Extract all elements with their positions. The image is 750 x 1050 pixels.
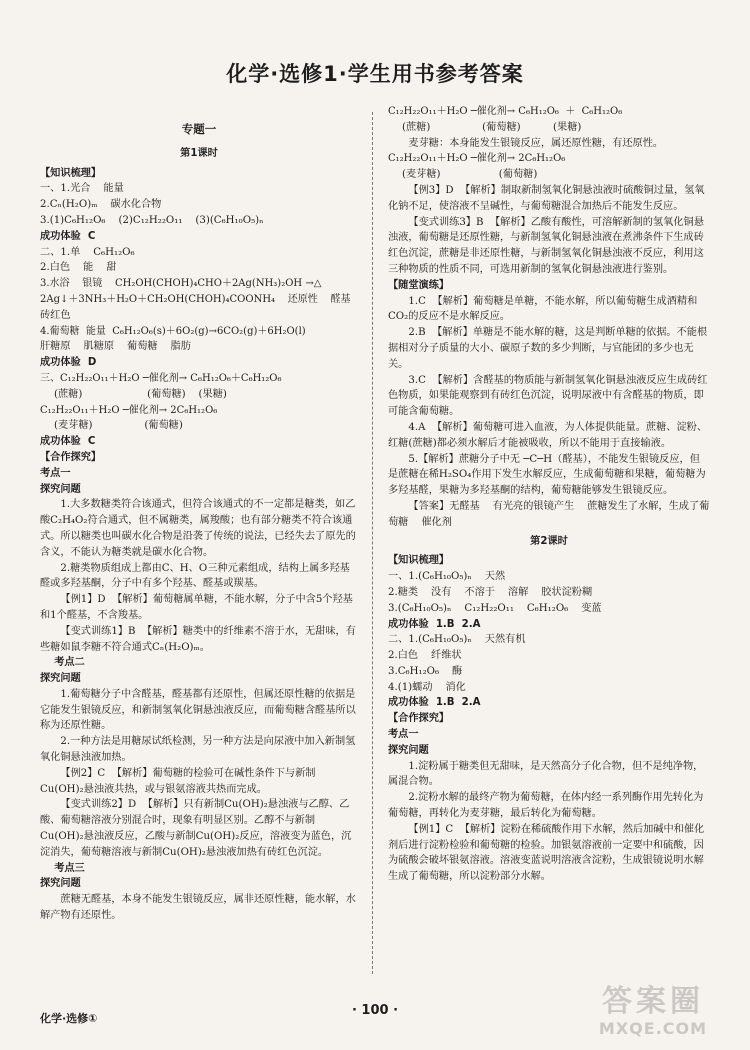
right-paragraph: 4.A 【解析】葡萄糖可进入血液，为人体提供能量。蔗糖、淀粉、红糖(蔗糖)都必须水解后才能被吸收，所以不能用于直接输液。 [388,421,708,449]
right-paragraph: 【例1】C 【解析】淀粉在稀硫酸作用下水解，然后加碱中和催化剂后进行淀粉检验和葡萄糖的检验。加银氨溶液前一定要中和硫酸，因为硫酸会破坏银氨溶液。溶液变蓝说明溶液含淀粉，生成银镜说明水解生成了葡萄糖，所以淀粉部分水解。 [388,823,705,883]
left-paragraph: 成功体验 D [40,357,97,369]
left-paragraph: 【合作探究】 [40,451,102,463]
right-paragraph: 2.B 【解析】单糖是不能水解的糖，这是判断单糖的依据。不能根据相对分子质量的大小、碳原子数的多少判断，与官能团的多少也无关。 [388,327,708,370]
right-paragraph: 3.C 【解析】含醛基的物质能与新制氢氧化铜悬浊液反应生成砖红色物质，如果能观察到有砖红色沉淀，说明尿液中有含醛基的物质，即可能含葡萄糖。 [388,374,708,418]
left-paragraph: 探究问题 [40,673,81,685]
left-paragraph: 成功体验 C [40,230,96,242]
right-paragraph: 【知识梳理】 [388,555,450,567]
left-paragraph: 探究问题 [40,483,81,495]
right-paragraph: 【合作探究】 [388,713,450,725]
left-paragraph: 2.一种方法是用糖尿试纸检测，另一种方法是向尿液中加入新制氢氧化铜悬浊液加热。 [40,736,356,764]
right-paragraph: 4.(1)蠕动 消化 [388,681,466,693]
watermark-text: 答案圈 [602,984,704,1019]
right-paragraph: 成功体验 1.B 2.A [388,618,481,630]
left-paragraph: 3.(1)C₆H₁₂O₆ (2)C₁₂H₂₂O₁₁ (3)(C₆H₁₀O₅)ₙ [40,214,264,226]
right-column [388,104,710,974]
right-paragraph: 3.(C₆H₁₀O₅)ₙ C₁₂H₂₂O₁₁ C₆H₁₂O₆ 变蓝 [388,602,602,614]
right-paragraph: 【例3】D 【解析】制取新制氢氧化铜悬浊液时硫酸铜过量，氢氧化钠不足，使溶液不呈碱性，与葡萄糖混合加热后不能发生反应。 [388,184,705,212]
footer-subject: 化学·选修① [40,1012,98,1025]
left-paragraph: 蔗糖无醛基，本身不能发生银镜反应，属非还原性糖，能水解，水解产物有还原性。 [40,894,356,922]
left-paragraph: 1.葡萄糖分子中含醛基，醛基都有还原性，但属还原性糖的依据是它能发生银镜反应，和新制氢氧化铜悬浊液反应，而葡萄糖含醛基所以称为还原性糖。 [40,688,356,732]
left-column [40,118,358,973]
watermark-logo [578,985,728,1045]
left-paragraph: 2Ag↓＋3NH₃＋H₂O＋CH₂OH(CHOH)₄COONH₄ 还原性 醛基 [40,293,351,305]
right-paragraph: 第2课时 [530,535,568,547]
left-paragraph: 考点二 [40,657,85,669]
right-paragraph: 二、1.(C₆H₁₀O₅)ₙ 天然有机 [388,634,526,646]
left-paragraph: 【变式训练2】D 【解析】只有新制Cu(OH)₂悬浊液与乙醇、乙酸、葡萄糖溶液分别混合时，现象有明显区别。乙醇不与新制Cu(OH)₂悬浊液反应，乙酸与新制Cu(OH)₂反应，溶液变为蓝色，沉淀消失，葡萄糖溶液与新制Cu(OH)₂悬浊液加热有砖红色沉淀。 [40,799,352,858]
left-paragraph: 考点三 [40,862,85,874]
left-paragraph: 4.葡萄糖 能量 C₆H₁₂O₆(s)＋6O₂(g)→6CO₂(g)＋6H₂O(l) [40,325,306,337]
right-paragraph: 1.淀粉属于糖类但无甜味，是天然高分子化合物，但不是纯净物，属混合物。 [388,760,704,788]
right-paragraph: C₁₂H₂₂O₁₁＋H₂O ─催化剂→ 2C₆H₁₂O₆ [388,153,566,165]
left-paragraph: 砖红色 [40,309,71,321]
right-paragraph: 【变式训练3】B 【解析】乙酸有酸性，可溶解新制的氢氧化铜悬浊液，葡萄糖是还原性糖，与新制氢氧化铜悬浊液在煮沸条件下生成砖红色沉淀，蔗糖是非还原性糖，与新制氢氧化铜悬浊液不反应，利用这三种物质的性质不同，可选用新制的氢氧化铜悬浊液进行鉴别。 [388,216,704,275]
left-paragraph: 【例2】C 【解析】葡萄糖的检验可在碱性条件下与新制Cu(OH)₂悬浊液共热，或与银氨溶液共热而完成。 [40,767,316,795]
left-paragraph: 二、1.单 C₆H₁₂O₆ [40,246,135,258]
right-paragraph: 3.C₆H₁₂O₆ 酶 [388,665,463,677]
watermark-url: MXQE.COM [598,1019,708,1038]
page-number: · 100 · [351,1003,399,1018]
left-paragraph: 2.白色 能 甜 [40,262,117,274]
left-paragraph: 2.糖类物质组成上都由C、H、O三种元素组成，结构上属多羟基醛或多羟基酮，分子中有多个羟基、醛基或羰基。 [40,562,350,590]
left-paragraph: 探究问题 [40,878,81,890]
left-paragraph: 【知识梳理】 [40,167,102,179]
right-paragraph: 成功体验 1.B 2.A [388,697,481,709]
left-paragraph: 成功体验 C [40,436,96,448]
left-paragraph: 三、C₁₂H₂₂O₁₁＋H₂O ─催化剂→ C₆H₁₂O₆＋C₆H₁₂O₆ [40,372,282,384]
right-paragraph: C₁₂H₂₂O₁₁＋H₂O ─催化剂→ C₆H₁₂O₆ ＋ C₆H₁₂O₆ [388,106,623,117]
left-paragraph: 3.水浴 银镜 CH₂OH(CHOH)₄CHO＋2Ag(NH₃)₂OH →△ [40,278,322,290]
left-paragraph: 【例1】D 【解析】葡萄糖属单糖，不能水解，分子中含5个羟基和1个醛基，不含羧基。 [40,594,353,621]
left-paragraph: 【变式训练1】B 【解析】糖类中的纤维素不溶于水，无甜味，有些糖如鼠李糖不符合通式Cₙ(H₂O)ₘ。 [40,625,356,653]
left-paragraph: C₁₂H₂₂O₁₁＋H₂O ─催化剂→ 2C₆H₁₂O₆ [40,404,218,416]
left-paragraph: 考点一 [40,467,71,479]
left-paragraph: 专题一 [181,122,217,136]
left-paragraph: 2.Cₙ(H₂O)ₘ 碳水化合物 [40,199,162,211]
page-title: 化学·选修1·学生用书参考答案 [226,62,524,86]
right-paragraph: 2.白色 纤维状 [388,650,462,662]
left-paragraph: (麦芽糖) (葡萄糖) [54,420,183,432]
column-divider [372,112,373,974]
right-paragraph: 2.淀粉水解的最终产物为葡萄糖，在体内经一系列酶作用先转化为葡萄糖，再转化为麦芽糖，最后转化为葡萄糖。 [388,792,704,820]
right-paragraph: 2.糖类 没有 不溶于 溶解 胶状淀粉糊 [388,586,593,598]
right-paragraph: 考点一 [388,729,419,741]
left-paragraph: (蔗糖) (葡萄糖) (果糖) [54,388,227,400]
left-paragraph: 第1课时 [180,147,218,159]
right-paragraph: 麦芽糖：本身能发生银镜反应，属还原性糖，有还原性。 [408,137,664,149]
right-paragraph: (蔗糖) (葡萄糖) (果糖) [402,121,582,133]
right-paragraph: 探究问题 [388,744,429,756]
right-paragraph: 5.【解析】蔗糖分子中无 ─C─H（醛基），不能发生银镜反应，但是蔗糖在稀H₂SO₄作用下发生水解反应，生成葡萄糖和果糖，葡萄糖为多羟基醛，果糖为多羟基酮的结构，葡萄糖能够发生银镜反应。 [388,453,706,497]
right-paragraph: 【答案】无醛基 有光亮的银镜产生 蔗糖发生了水解，生成了葡萄糖 催化剂 [388,500,710,528]
right-paragraph: 1.C 【解析】葡萄糖是单糖，不能水解，所以葡萄糖生成酒精和CO₂的反应不是水解反应。 [388,295,698,323]
left-paragraph: 一、1.光合 能量 [40,183,124,195]
left-paragraph: 肝糖原 肌糖原 葡萄糖 脂肪 [40,341,191,353]
right-paragraph: 【随堂演练】 [388,279,450,291]
left-paragraph: 1.大多数糖类符合该通式，但符合该通式的不一定都是糖类，如乙酸C₂H₄O₂符合通式，但不属糖类，属羧酸；也有部分糖类不符合该通式。所以糖类也叫碳水化合物是沿袭了传统的说法，已经失去了原先的含义，不能认为糖类就是碳水化合物。 [40,499,356,558]
right-paragraph: 一、1.(C₆H₁₀O₅)ₙ 天然 [388,571,506,583]
right-paragraph: (麦芽糖) (葡萄糖) [402,169,538,181]
